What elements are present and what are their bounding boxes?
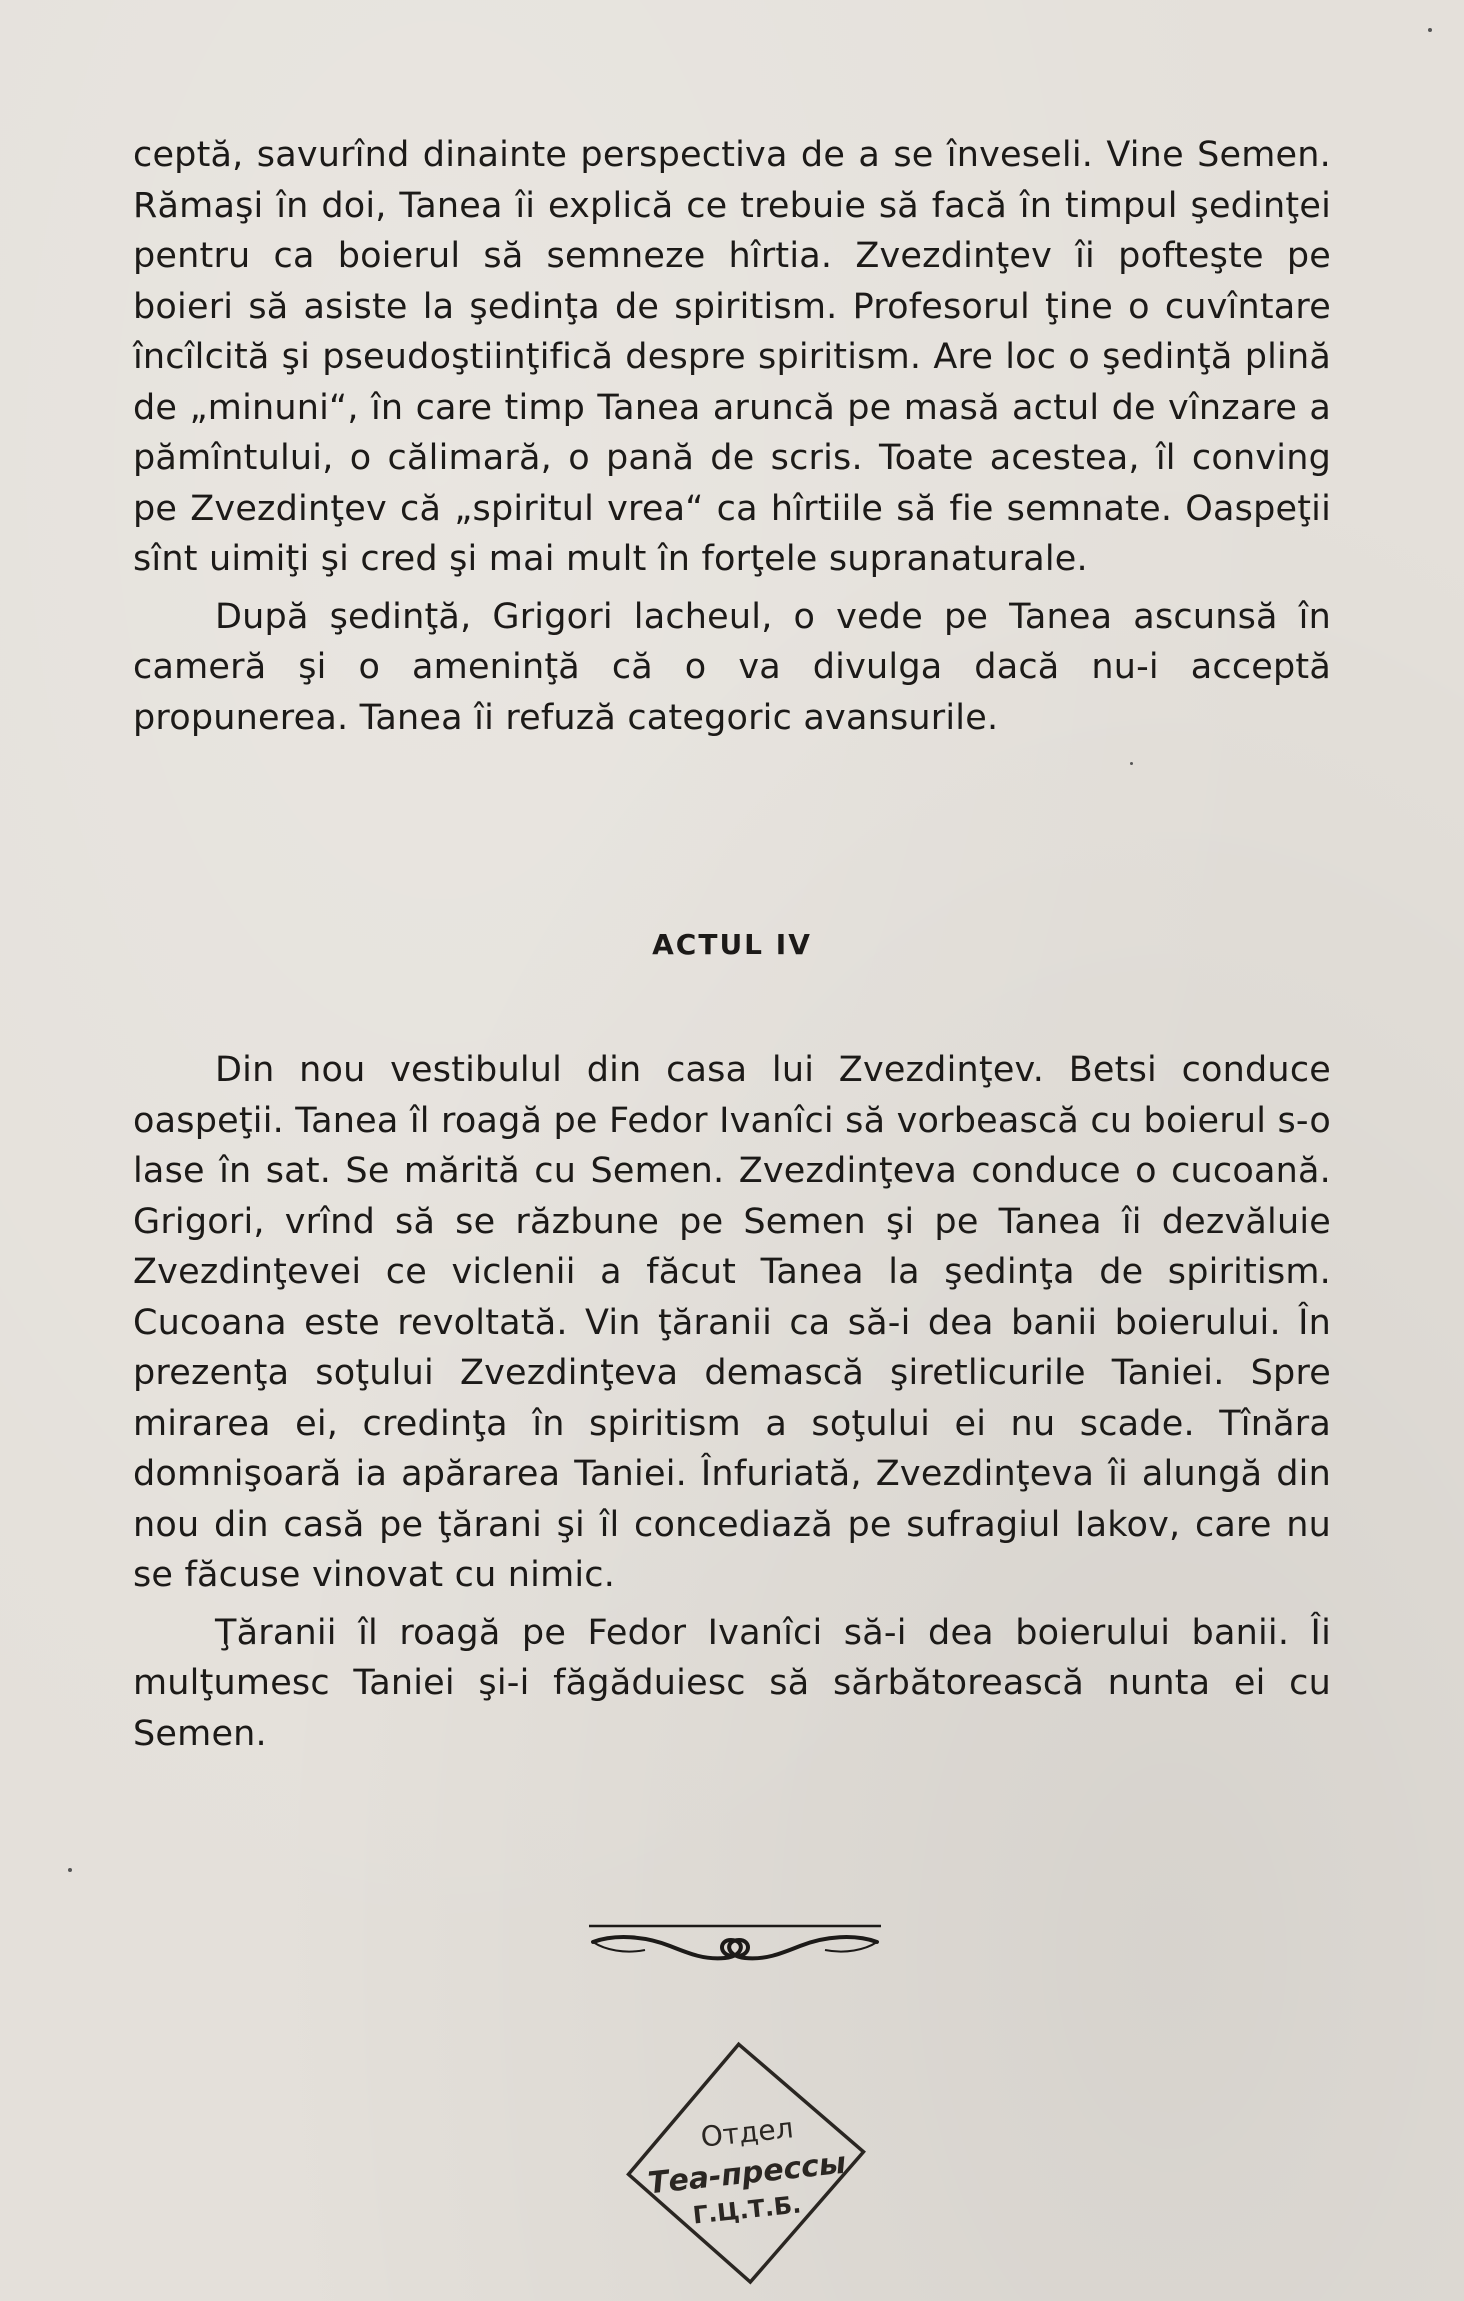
synopsis-act-3-continued [133,130,1331,743]
scroll-flourish-icon [585,1920,885,1980]
paragraph: După şedinţă, Grigori lacheul, o vede pe Tanea ascunsă în cameră şi o ameninţă că o va divulga dacă nu-i acceptă propunerea. Tanea îi refuză categoric avansurile. [133,596,1331,738]
paper-speck [1130,762,1133,765]
paragraph: ceptă, savurînd dinainte perspectiva de a se înveseli. Vine Semen. Rămaşi în doi, Tanea îi explică ce trebuie să facă în timpul şedinţei pentru ca boierul să semneze hîrtia. Zvezdinţev îi pofteşte pe boieri să asiste la şedinţa de spiritism. Profesorul ţine o cuvîntare încîlcită şi pseudoştiinţifică despre spiritism. Are loc o şedinţă plină de „minuni“, în care timp Tanea aruncă pe masă actul de vînzare a pămîntului, o călimară, o pană de scris. Toate acestea, îl conving pe Zvezdinţev că „spiritul vrea“ ca hîrtiile să fie semnate. Oaspeţii sînt uimiţi şi cred şi mai mult în forţele supranaturale. [133,135,1331,579]
stamp-line-1: Отдел [699,2111,795,2154]
stamp-line-2: Теа-прессы [646,2145,848,2202]
library-stamp-icon [622,2038,872,2288]
paragraph: Din nou vestibulul din casa lui Zvezdinţev. Betsi conduce oaspeţii. Tanea îl roagă pe Fedor Ivanîci să vorbească cu boierul s-o lase în sat. Se mărită cu Semen. Zvezdinţeva conduce o cucoană. Grigori, vrînd să se răzbune pe Semen şi pe Tanea îi dezvăluie Zvezdinţevei ce viclenii a făcut Tanea la şedinţa de spiritism. Cucoana este revoltată. Vin ţăranii ca să-i dea banii boierului. În prezenţa soţului Zvezdinţeva demască şiretlicurile Taniei. Spre mirarea ei, credinţa în spiritism a soţului ei nu scade. Tînăra domnişoară ia apărarea Taniei. Înfuriată, Zvezdinţeva îi alungă din nou din casă pe ţărani şi îl concediază pe sufragiul Iakov, care nu se făcuse vinovat cu nimic. [133,1050,1331,1595]
paper-speck [1428,28,1432,32]
section-heading: ACTUL IV [652,928,812,961]
paragraph: Ţăranii îl roagă pe Fedor Ivanîci să-i dea boierului banii. Îi mulţumesc Taniei şi-i făgăduiesc să sărbătorească nunta ei cu Semen. [133,1612,1331,1754]
paper-speck [68,1868,72,1872]
synopsis-act-4 [133,1045,1331,1759]
stamp-line-3: Г.Ц.Т.Б. [691,2190,803,2230]
